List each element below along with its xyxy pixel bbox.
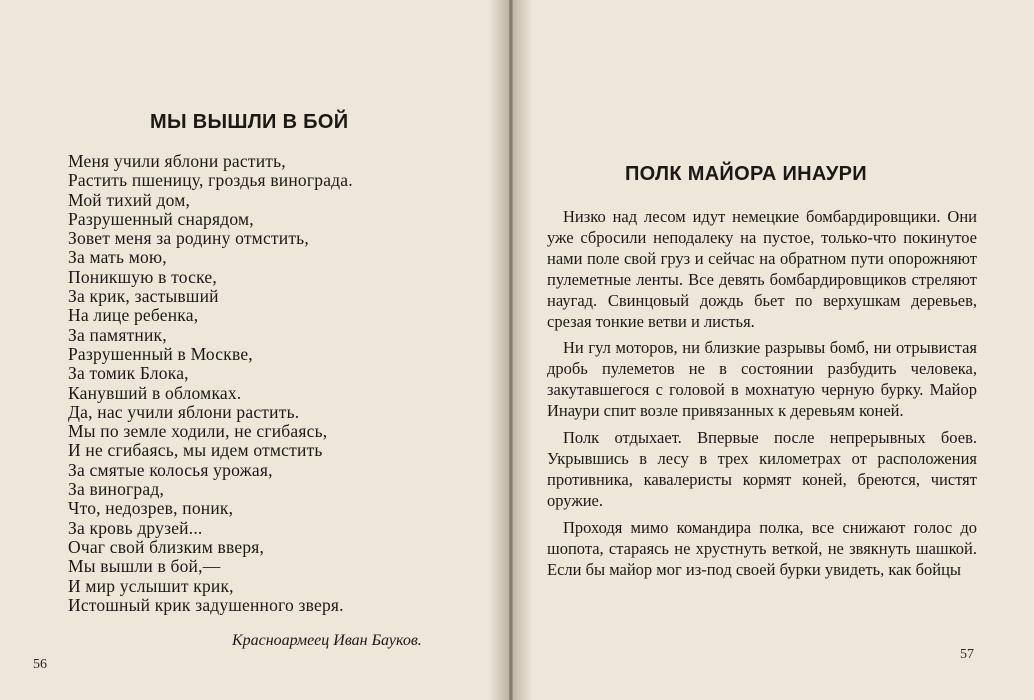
poem-line: Истошный крик задушенного зверя. — [68, 594, 344, 615]
poem-line: За кровь друзей... — [68, 517, 203, 538]
poem-line: Разрушенный в Москве, — [68, 343, 253, 364]
poem-line: Мы по земле ходили, не сгибаясь, — [68, 421, 328, 442]
poem-line: За виноград, — [68, 479, 165, 500]
left-page — [0, 0, 510, 700]
poem-line: И мир услышит крик, — [68, 575, 234, 596]
right-page — [513, 0, 1034, 700]
poem-body — [68, 152, 353, 615]
poem-line: За крик, застывший — [68, 286, 219, 307]
poem-line: На лице ребенка, — [68, 305, 199, 326]
article-paragraph: Полк отдыхает. Впервые после непрерывных боев. Укрывшись в лесу в трех километрах от расположения противника, кавалеристы кормят коней, бреются, чистят оружие. — [547, 428, 977, 510]
poem-line: За томик Блока, — [68, 363, 189, 384]
poem-line: И не сгибаясь, мы идем отмстить — [68, 440, 323, 461]
poem-line: Меня учили яблони растить, — [68, 151, 286, 171]
article-body — [547, 207, 977, 586]
poem-line: Канувший в обломках. — [68, 382, 242, 403]
author-signature: Красноармеец Иван Бауков. — [232, 632, 422, 649]
poem-line: Мы вышли в бой,— — [68, 556, 221, 577]
poem-line: Да, нас учили яблони растить. — [68, 401, 300, 422]
poem-line: За памятник, — [68, 324, 167, 345]
poem-line: Поникшую в тоске, — [68, 266, 217, 287]
poem-line: Мой тихий дом, — [68, 189, 191, 210]
page-number-left: 56 — [33, 657, 47, 672]
poem-line: Разрушенный снарядом, — [68, 208, 254, 229]
article-paragraph: Низко над лесом идут немецкие бомбардировщики. Они уже сбросили неподалеку на пустое, только-что покинутое нами поле свой груз и сейчас на обратном пути опорожняют пулеметные ленты. Все девять бомбардировщиков стреляют наугад. Свинцовый дождь бьет по верхушкам деревьев, срезая тонкие ветви и листья. — [547, 207, 977, 331]
poem-line: Растить пшеницу, гроздья винограда. — [68, 170, 353, 191]
poem-line: За мать мою, — [68, 247, 167, 268]
article-title: ПОЛК МАЙОРА ИНАУРИ — [625, 163, 867, 185]
article-paragraph: Ни гул моторов, ни близкие разрывы бомб, ни отрывистая дробь пулеметов не в состоянии разбудить человека, закутавшегося с головой в мохнатую черную бурку. Майор Инаури спит возле привязанных к деревьям коней. — [547, 338, 977, 421]
article-paragraph: Проходя мимо командира полка, все снижают голос до шопота, стараясь не хрустнуть веткой, не звякнуть шашкой. Если бы майор мог из-под своей бурки увидеть, как бойцы — [547, 517, 977, 579]
poem-line: Зовет меня за родину отмстить, — [68, 228, 309, 249]
page-number-right: 57 — [960, 647, 974, 662]
poem-title: МЫ ВЫШЛИ В БОЙ — [150, 111, 349, 133]
poem-line: Очаг свой близким вверя, — [68, 536, 265, 557]
poem-line: За смятые колосья урожая, — [68, 459, 273, 480]
poem-line: Что, недозрев, поник, — [68, 498, 234, 519]
